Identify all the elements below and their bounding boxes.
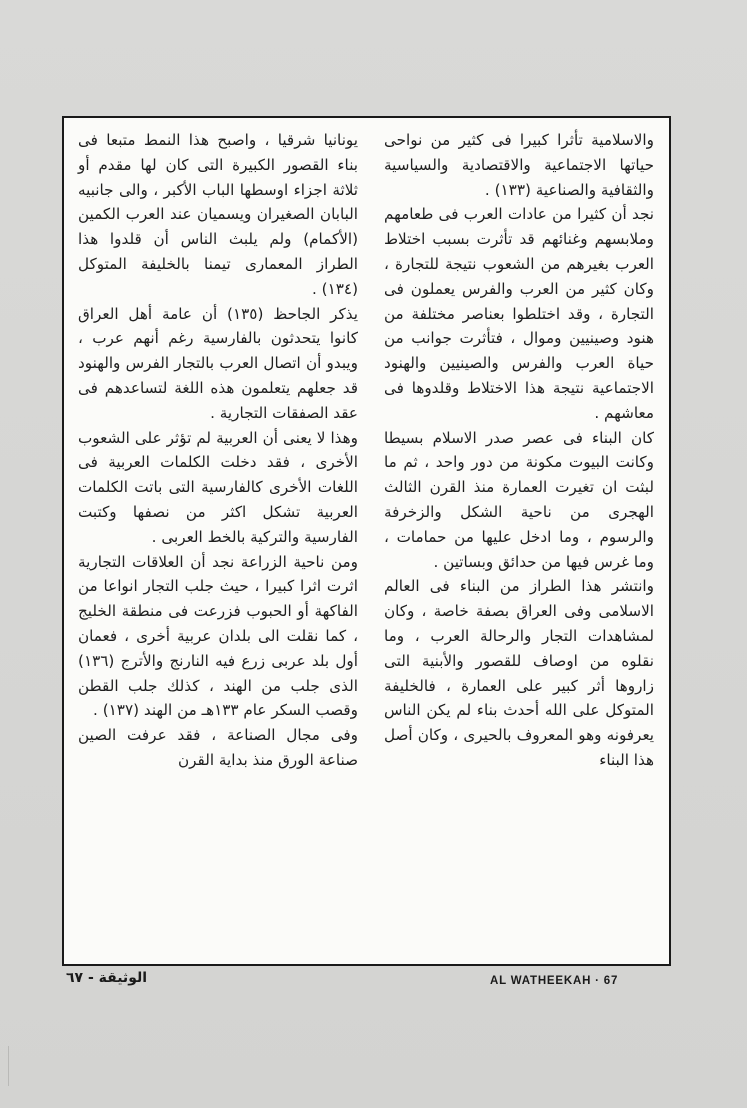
text-frame bbox=[62, 116, 671, 966]
right-column bbox=[384, 128, 654, 956]
left-column bbox=[78, 128, 358, 956]
paragraph: ومن ناحية الزراعة نجد أن العلاقات التجارية اثرت اثرا كبيرا ، حيث جلب التجار انواعا من الفاكهة أو الحبوب فزرعت فى منطقة الخليج ، كما نقلت الى بلدان عربية أخرى ، فعمان أول بلد عربى زرع فيه النارنج والأترج (١٣٦) الذى جلب من الهند ، كذلك جلب القطن وقصب السكر عام ١٣٣هـ من الهند (١٣٧) . bbox=[78, 552, 358, 720]
paragraph: كان البناء فى عصر صدر الاسلام بسيطا وكانت البيوت مكونة من دور واحد ، ثم ما لبثت ان تغيرت العمارة منذ القرن الثالث الهجرى من ناحية الشكل والزخرفة والرسوم ، وما ادخل عليها من حمامات ، وما غرس فيها من حدائق وبساتين . bbox=[384, 428, 654, 571]
paragraph: يونانيا شرقيا ، واصبح هذا النمط متبعا فى بناء القصور الكبيرة التى كان لها مقدم أو ثلاثة اجزاء اوسطها الباب الأكبر ، والى جانبيه البابان الصغيران ويسميان عند العرب الكمين (الأكمام) ولم يلبث الناس أن قلدوا هذا الطراز المعمارى تيمنا بالخليفة المتوكل (١٣٤) . bbox=[78, 131, 358, 298]
footer-english-page-label: AL WATHEEKAH · 67 bbox=[490, 975, 619, 987]
paragraph: وانتشر هذا الطراز من البناء فى العالم الاسلامى وفى العراق بصفة خاصة ، وكان لمشاهدات التجار والرحالة العرب ، وما نقلوه من اوصاف للقصور والأبنية التى زاروها أثر كبير على العمارة ، فالخليفة المتوكل على الله أحدث بناء لم يكن الناس يعرفونه وهو المعروف بالحيرى ، وكان أصل هذا البناء bbox=[384, 577, 654, 769]
paragraph: وفى مجال الصناعة ، فقد عرفت الصين صناعة الورق منذ بداية القرن bbox=[78, 726, 358, 769]
footer-arabic-page-label: الوثيقة - ٦٧ bbox=[66, 970, 148, 986]
paragraph: نجد أن كثيرا من عادات العرب فى طعامهم وملابسهم وغنائهم قد تأثرت بسبب اختلاط العرب بغيرهم من الشعوب نتيجة للتجارة ، وكان كثير من العرب والفرس يعملون فى التجارة ، وقد اختلطوا بعناصر مختلفة من هنود وصينيين وموال ، فتأثرت جوانب من حياة العرب والفرس والصينيين والهنود الاجتماعية نتيجة هذا الاختلاط وقلدوها فى معاشهم . bbox=[384, 205, 654, 422]
paragraph: وهذا لا يعنى أن العربية لم تؤثر على الشعوب الأخرى ، فقد دخلت الكلمات العربية فى اللغات الأخرى كالفارسية التى باتت الكلمات العربية تشكل اكثر من نصفها وكتبت الفارسية والتركية بالخط العربى . bbox=[78, 428, 358, 546]
paragraph: يذكر الجاحظ (١٣٥) أن عامة أهل العراق كانوا يتحدثون بالفارسية رغم أنهم عرب ، ويبدو أن اتصال العرب بالتجار الفرس والهنود قد جعلهم يتعلمون هذه اللغة لتساعدهم فى عقد الصفقات التجارية . bbox=[78, 304, 358, 422]
scan-edge-mark bbox=[8, 1046, 9, 1086]
paragraph: والاسلامية تأثرا كبيرا فى كثير من نواحى حياتها الاجتماعية والاقتصادية والسياسية والثقافية والصناعية (١٣٣) . bbox=[384, 131, 654, 199]
